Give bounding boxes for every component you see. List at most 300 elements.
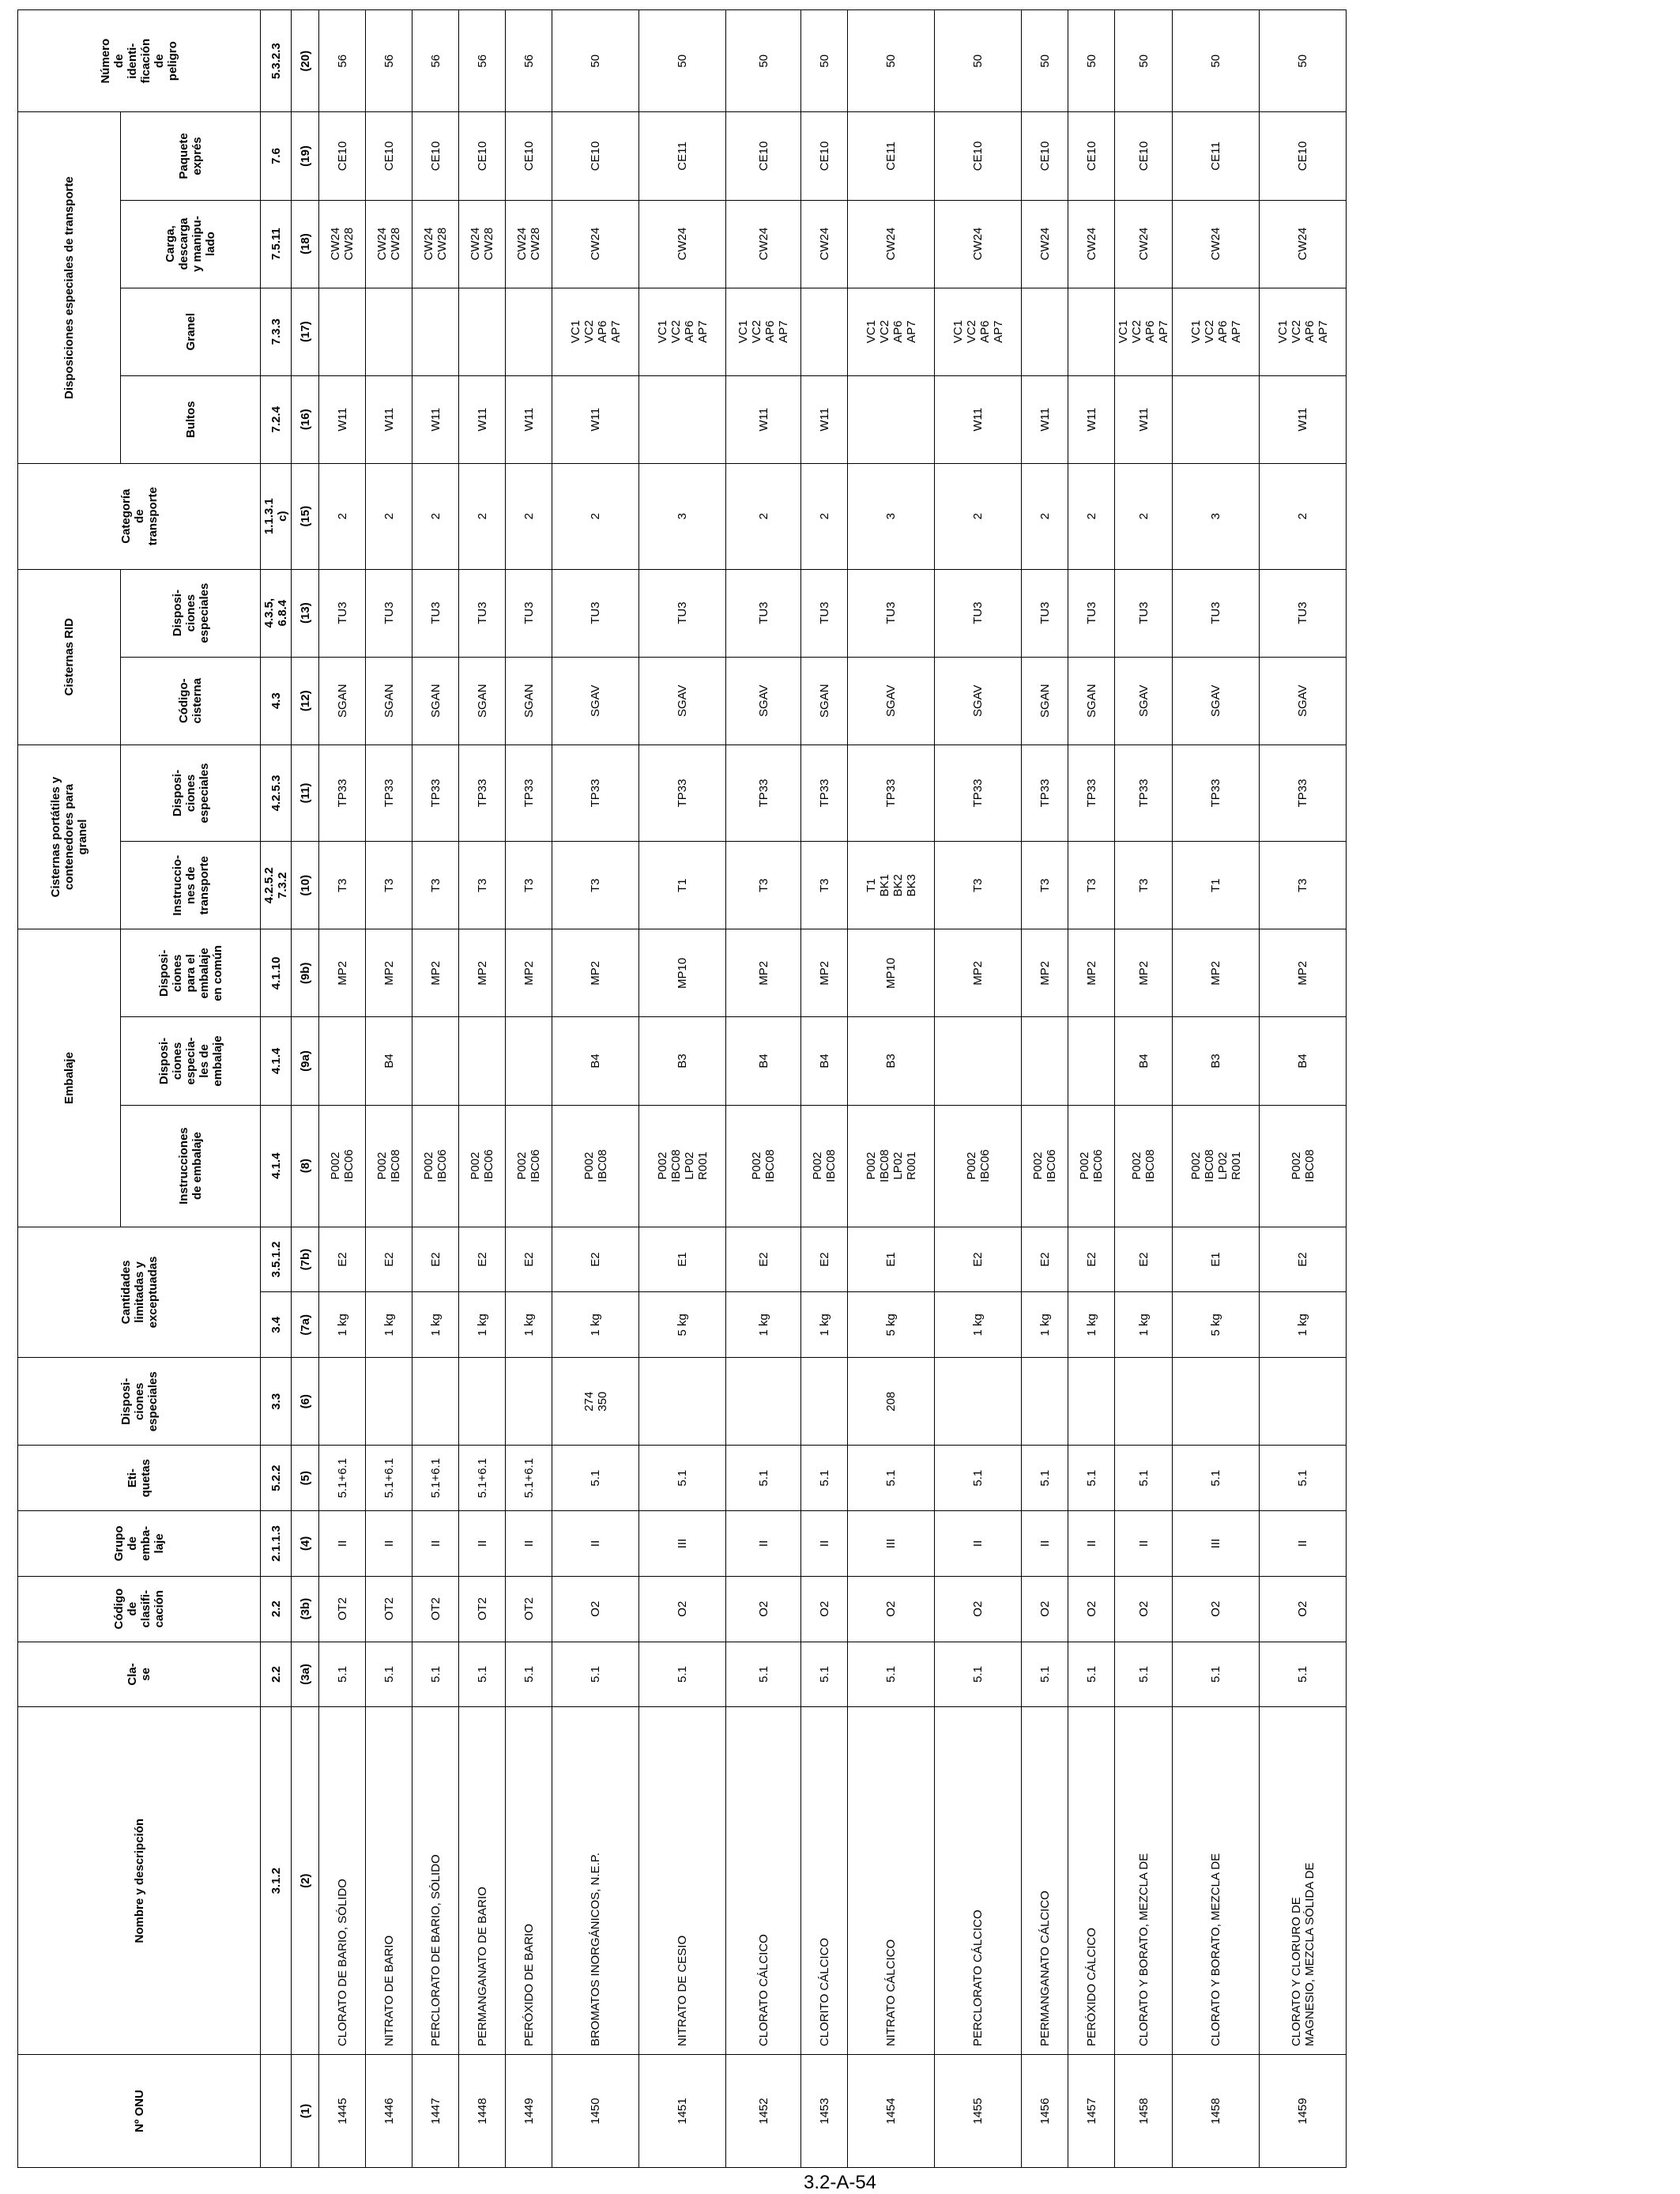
table-cell: 1 kg: [412, 1292, 459, 1358]
table-cell: 1455: [935, 2055, 1022, 2168]
table-cell: II: [1115, 1511, 1173, 1577]
table-cell: VC1 VC2 AP6 AP7: [1173, 288, 1260, 375]
table-cell: 50: [1173, 10, 1260, 112]
table-cell: 5.1: [848, 1446, 935, 1511]
table-cell: 5.1: [1260, 1642, 1347, 1707]
column-number-cell: (9a): [292, 1017, 319, 1105]
table-row: [366, 10, 412, 2168]
table-cell: SGAN: [801, 657, 848, 745]
dangerous-goods-table: [17, 9, 1347, 2168]
table-cell: [848, 375, 935, 463]
table-cell: SGAV: [552, 657, 639, 745]
header-disp-embalaje-comun: Disposi- ciones para el embalaje en común: [121, 929, 261, 1017]
table-cell: E2: [1115, 1227, 1173, 1292]
table-cell: SGAN: [366, 657, 412, 745]
page-number: 3.2-A-54: [803, 2172, 877, 2193]
table-cell: W11: [506, 375, 552, 463]
table-cell: 1 kg: [801, 1292, 848, 1358]
table-cell: TP33: [1260, 745, 1347, 841]
table-cell: CE10: [726, 112, 801, 200]
table-cell: 5.1: [639, 1446, 726, 1511]
table-cell: SGAN: [319, 657, 366, 745]
table-cell: [506, 288, 552, 375]
table-cell: CE11: [1173, 112, 1260, 200]
table-cell: II: [726, 1511, 801, 1577]
table-cell: 5 kg: [639, 1292, 726, 1358]
table-cell: 2: [1260, 463, 1347, 569]
table-cell: MP2: [1022, 929, 1068, 1017]
section-ref-cell: 3.1.2: [261, 1707, 292, 2055]
table-cell: MP2: [1068, 929, 1115, 1017]
table-cell: SGAV: [1260, 657, 1347, 745]
table-cell: 1 kg: [1022, 1292, 1068, 1358]
table-cell: TP33: [801, 745, 848, 841]
header-disp-especiales-cisterna-portatil: Disposi- ciones especiales: [121, 745, 261, 841]
table-cell: P002 IBC08: [801, 1105, 848, 1227]
table-cell: CE10: [506, 112, 552, 200]
section-ref-cell: 4.3.5, 6.8.4: [261, 569, 292, 657]
table-row: [552, 10, 639, 2168]
table-cell: CLORATO Y BORATO, MEZCLA DE: [1115, 1707, 1173, 2055]
table-cell: O2: [639, 1576, 726, 1642]
table-cell: MP2: [506, 929, 552, 1017]
table-cell: CE10: [412, 112, 459, 200]
table-cell: NITRATO CÁLCICO: [848, 1707, 935, 2055]
column-number-cell: (15): [292, 463, 319, 569]
table-cell: TU3: [1115, 569, 1173, 657]
table-cell: P002 IBC06: [506, 1105, 552, 1227]
table-cell: B4: [366, 1017, 412, 1105]
table-cell: 208: [848, 1358, 935, 1446]
table-cell: [935, 1358, 1022, 1446]
column-number-cell: (8): [292, 1105, 319, 1227]
table-cell: 50: [639, 10, 726, 112]
table-cell: CW24: [1068, 200, 1115, 288]
table-cell: [801, 288, 848, 375]
table-cell: 5.1+6.1: [459, 1446, 506, 1511]
table-row: [1022, 10, 1068, 2168]
table-cell: 5 kg: [1173, 1292, 1260, 1358]
table-cell: T1 BK1 BK2 BK3: [848, 842, 935, 929]
table-cell: SGAV: [639, 657, 726, 745]
header-codigo-cisterna: Código- cisterna: [121, 657, 261, 745]
table-cell: T3: [1260, 842, 1347, 929]
table-cell: CW24: [1115, 200, 1173, 288]
table-cell: CW24 CW28: [366, 200, 412, 288]
table-cell: W11: [552, 375, 639, 463]
table-cell: II: [1068, 1511, 1115, 1577]
column-number-cell: (12): [292, 657, 319, 745]
table-cell: T3: [726, 842, 801, 929]
table-cell: SGAV: [1173, 657, 1260, 745]
table-cell: 1458: [1115, 2055, 1173, 2168]
table-cell: II: [552, 1511, 639, 1577]
table-cell: W11: [459, 375, 506, 463]
column-number-cell: (20): [292, 10, 319, 112]
table-cell: B3: [848, 1017, 935, 1105]
table-cell: II: [801, 1511, 848, 1577]
table-cell: CE10: [366, 112, 412, 200]
section-ref-cell: 4.1.10: [261, 929, 292, 1017]
table-cell: 1453: [801, 2055, 848, 2168]
table-cell: 1451: [639, 2055, 726, 2168]
table-cell: CW24: [935, 200, 1022, 288]
column-number-cell: (2): [292, 1707, 319, 2055]
table-cell: P002 IBC06: [1022, 1105, 1068, 1227]
table-cell: T3: [935, 842, 1022, 929]
table-cell: 1 kg: [1260, 1292, 1347, 1358]
table-cell: W11: [366, 375, 412, 463]
table-cell: TU3: [319, 569, 366, 657]
table-cell: 1450: [552, 2055, 639, 2168]
table-cell: SGAN: [1068, 657, 1115, 745]
table-cell: P002 IBC08 LP02 R001: [639, 1105, 726, 1227]
section-ref-cell: 4.2.5.3: [261, 745, 292, 841]
table-cell: T3: [801, 842, 848, 929]
table-cell: MP2: [1260, 929, 1347, 1017]
table-cell: [1022, 288, 1068, 375]
table-cell: 5.1: [552, 1642, 639, 1707]
table-cell: O2: [1068, 1576, 1115, 1642]
table-cell: 3: [639, 463, 726, 569]
table-cell: II: [1260, 1511, 1347, 1577]
table-cell: TP33: [935, 745, 1022, 841]
table-cell: 3: [848, 463, 935, 569]
table-cell: CLORATO Y CLORURO DE MAGNESIO, MEZCLA SÓLIDA DE: [1260, 1707, 1347, 2055]
table-cell: MP2: [801, 929, 848, 1017]
table-cell: TP33: [1022, 745, 1068, 841]
table-cell: VC1 VC2 AP6 AP7: [848, 288, 935, 375]
table-cell: [1068, 1358, 1115, 1446]
table-cell: 50: [1068, 10, 1115, 112]
table-cell: [412, 288, 459, 375]
table-cell: NITRATO DE BARIO: [366, 1707, 412, 2055]
table-cell: 2: [1022, 463, 1068, 569]
table-row: [506, 10, 552, 2168]
table-cell: 1 kg: [1115, 1292, 1173, 1358]
section-ref-cell: 4.3: [261, 657, 292, 745]
section-ref-cell: 7.3.3: [261, 288, 292, 375]
table-cell: 1447: [412, 2055, 459, 2168]
header-disposiciones-transporte: Disposiciones especiales de transporte: [18, 112, 121, 463]
table-cell: 5.1: [506, 1642, 552, 1707]
table-cell: P002 IBC08: [726, 1105, 801, 1227]
table-cell: W11: [726, 375, 801, 463]
table-cell: P002 IBC06: [935, 1105, 1022, 1227]
table-cell: [459, 1358, 506, 1446]
table-cell: CE11: [848, 112, 935, 200]
table-cell: [1260, 1358, 1347, 1446]
section-ref-cell: 4.1.4: [261, 1017, 292, 1105]
table-row: [848, 10, 935, 2168]
table-cell: TP33: [366, 745, 412, 841]
table-cell: T3: [506, 842, 552, 929]
table-cell: 50: [552, 10, 639, 112]
table-cell: SGAN: [459, 657, 506, 745]
table-cell: [459, 288, 506, 375]
table-cell: PERMANGANATO CÁLCICO: [1022, 1707, 1068, 2055]
table-cell: TU3: [935, 569, 1022, 657]
table-cell: B4: [1260, 1017, 1347, 1105]
table-cell: CW24 CW28: [412, 200, 459, 288]
table-cell: 1449: [506, 2055, 552, 2168]
table-cell: E2: [459, 1227, 506, 1292]
table-cell: 5.1: [1068, 1642, 1115, 1707]
table-cell: P002 IBC08 LP02 R001: [848, 1105, 935, 1227]
table-cell: CLORITO CÁLCICO: [801, 1707, 848, 2055]
table-cell: 1452: [726, 2055, 801, 2168]
table-cell: TP33: [412, 745, 459, 841]
table-cell: CE10: [319, 112, 366, 200]
section-ref-cell: 3.3: [261, 1358, 292, 1446]
table-cell: O2: [801, 1576, 848, 1642]
table-cell: [639, 375, 726, 463]
table-cell: 5.1: [366, 1642, 412, 1707]
table-row: [319, 10, 366, 2168]
table-row: [639, 10, 726, 2168]
table-cell: 5.1: [801, 1446, 848, 1511]
table-cell: PERÓXIDO DE BARIO: [506, 1707, 552, 2055]
table-cell: E2: [319, 1227, 366, 1292]
table-cell: 1454: [848, 2055, 935, 2168]
table-cell: 50: [1260, 10, 1347, 112]
table-cell: W11: [412, 375, 459, 463]
table-cell: 5.1: [935, 1642, 1022, 1707]
table-cell: 1 kg: [366, 1292, 412, 1358]
table-cell: 5.1: [726, 1642, 801, 1707]
table-cell: SGAN: [506, 657, 552, 745]
table-cell: 50: [848, 10, 935, 112]
table-cell: MP2: [1115, 929, 1173, 1017]
table-cell: W11: [935, 375, 1022, 463]
section-ref-cell: 7.6: [261, 112, 292, 200]
table-cell: SGAN: [1022, 657, 1068, 745]
table-cell: CW24 CW28: [506, 200, 552, 288]
table-cell: 1 kg: [552, 1292, 639, 1358]
section-ref-cell: 3.5.1.2: [261, 1227, 292, 1292]
table-cell: B3: [1173, 1017, 1260, 1105]
table-cell: 5.1: [801, 1642, 848, 1707]
table-cell: TP33: [1173, 745, 1260, 841]
table-cell: 5.1+6.1: [506, 1446, 552, 1511]
table-cell: 2: [366, 463, 412, 569]
table-cell: B4: [726, 1017, 801, 1105]
table-cell: W11: [319, 375, 366, 463]
table-cell: III: [639, 1511, 726, 1577]
table-cell: NITRATO DE CESIO: [639, 1707, 726, 2055]
table-cell: P002 IBC06: [459, 1105, 506, 1227]
table-cell: [412, 1017, 459, 1105]
table-row: [1173, 10, 1260, 2168]
table-cell: OT2: [506, 1576, 552, 1642]
table-cell: OT2: [459, 1576, 506, 1642]
table-cell: SGAN: [412, 657, 459, 745]
table-cell: 1 kg: [935, 1292, 1022, 1358]
table-cell: III: [1173, 1511, 1260, 1577]
table-cell: VC1 VC2 AP6 AP7: [639, 288, 726, 375]
table-cell: 1445: [319, 2055, 366, 2168]
table-cell: P002 IBC08 LP02 R001: [1173, 1105, 1260, 1227]
table-cell: P002 IBC08: [366, 1105, 412, 1227]
table-cell: [366, 288, 412, 375]
table-cell: [801, 1358, 848, 1446]
column-number-row: [292, 10, 319, 2168]
table-cell: 1458: [1173, 2055, 1260, 2168]
table-cell: [1068, 1017, 1115, 1105]
table-cell: CE11: [639, 112, 726, 200]
section-ref-cell: 2.2: [261, 1642, 292, 1707]
table-cell: PERMANGANATO DE BARIO: [459, 1707, 506, 2055]
section-ref-cell: 5.3.2.3: [261, 10, 292, 112]
section-ref-cell: [261, 2055, 292, 2168]
table-cell: W11: [1022, 375, 1068, 463]
table-cell: 1 kg: [459, 1292, 506, 1358]
table-cell: CW24: [552, 200, 639, 288]
table-row: [935, 10, 1022, 2168]
table-cell: 1 kg: [726, 1292, 801, 1358]
table-cell: TU3: [412, 569, 459, 657]
table-cell: 56: [366, 10, 412, 112]
table-cell: 50: [1022, 10, 1068, 112]
table-cell: [319, 1358, 366, 1446]
table-cell: CW24: [1260, 200, 1347, 288]
table-cell: MP2: [412, 929, 459, 1017]
table-cell: E1: [1173, 1227, 1260, 1292]
table-cell: TP33: [506, 745, 552, 841]
table-cell: [506, 1358, 552, 1446]
table-cell: E2: [412, 1227, 459, 1292]
table-cell: 5.1: [726, 1446, 801, 1511]
table-cell: TU3: [848, 569, 935, 657]
header-carga-descarga: Carga, descarga y manipu- lado: [121, 200, 261, 288]
table-cell: MP2: [726, 929, 801, 1017]
header-bultos: Bultos: [121, 375, 261, 463]
table-cell: 1459: [1260, 2055, 1347, 2168]
section-ref-cell: 1.1.3.1 c): [261, 463, 292, 569]
column-number-cell: (3b): [292, 1576, 319, 1642]
table-cell: E2: [366, 1227, 412, 1292]
column-number-cell: (9b): [292, 929, 319, 1017]
table-cell: CW24: [1173, 200, 1260, 288]
table-cell: [459, 1017, 506, 1105]
table-cell: VC1 VC2 AP6 AP7: [552, 288, 639, 375]
table-cell: CE10: [459, 112, 506, 200]
column-number-cell: (7a): [292, 1292, 319, 1358]
table-cell: 1446: [366, 2055, 412, 2168]
table-cell: [319, 1017, 366, 1105]
table-cell: TP33: [1068, 745, 1115, 841]
table-cell: TP33: [848, 745, 935, 841]
table-cell: O2: [1115, 1576, 1173, 1642]
table-cell: T3: [412, 842, 459, 929]
table-cell: [1115, 1358, 1173, 1446]
table-cell: PERÓXIDO CÁLCICO: [1068, 1707, 1115, 2055]
table-cell: CW24: [1022, 200, 1068, 288]
table-cell: T3: [1115, 842, 1173, 929]
table-cell: W11: [1068, 375, 1115, 463]
table-row: [1115, 10, 1173, 2168]
table-cell: 2: [459, 463, 506, 569]
table-cell: OT2: [412, 1576, 459, 1642]
table-cell: [1022, 1358, 1068, 1446]
header-numero-peligro: Número de identi- ficación de peligro: [18, 10, 261, 112]
table-cell: B4: [1115, 1017, 1173, 1105]
table-cell: P002 IBC08: [552, 1105, 639, 1227]
column-number-cell: (1): [292, 2055, 319, 2168]
section-ref-cell: 5.2.2: [261, 1446, 292, 1511]
header-cantidades: Cantidades limitadas y exceptuadas: [18, 1227, 261, 1358]
table-cell: CE10: [552, 112, 639, 200]
table-cell: W11: [1115, 375, 1173, 463]
section-ref-cell: 4.2.5.2 7.3.2: [261, 842, 292, 929]
table-cell: E2: [1022, 1227, 1068, 1292]
table-cell: MP10: [848, 929, 935, 1017]
table-cell: 5.1+6.1: [366, 1446, 412, 1511]
table-cell: MP2: [366, 929, 412, 1017]
table-cell: CE10: [935, 112, 1022, 200]
table-body: [319, 10, 1347, 2168]
table-cell: [726, 1358, 801, 1446]
table-cell: 274 350: [552, 1358, 639, 1446]
table-row: [1260, 10, 1347, 2168]
table-cell: CE10: [1068, 112, 1115, 200]
table-cell: P002 IBC08: [1260, 1105, 1347, 1227]
table-cell: E2: [935, 1227, 1022, 1292]
table-cell: W11: [1260, 375, 1347, 463]
table-cell: [366, 1358, 412, 1446]
table-cell: TU3: [639, 569, 726, 657]
table-cell: 50: [801, 10, 848, 112]
table-cell: CE10: [801, 112, 848, 200]
table-cell: II: [319, 1511, 366, 1577]
table-row: [459, 10, 506, 2168]
table-cell: CE10: [1022, 112, 1068, 200]
table-cell: O2: [1260, 1576, 1347, 1642]
table-cell: VC1 VC2 AP6 AP7: [935, 288, 1022, 375]
header-granel: Granel: [121, 288, 261, 375]
table-cell: 5.1+6.1: [412, 1446, 459, 1511]
table-cell: 5.1: [1022, 1642, 1068, 1707]
column-number-cell: (18): [292, 200, 319, 288]
header-grupo-embalaje: Grupo de emba- laje: [18, 1511, 261, 1577]
table-cell: TU3: [726, 569, 801, 657]
section-ref-cell: 2.2: [261, 1576, 292, 1642]
table-cell: TU3: [1022, 569, 1068, 657]
table-cell: OT2: [366, 1576, 412, 1642]
table-cell: TU3: [801, 569, 848, 657]
table-cell: TU3: [1173, 569, 1260, 657]
table-cell: 1456: [1022, 2055, 1068, 2168]
table-cell: MP2: [1173, 929, 1260, 1017]
table-cell: 50: [726, 10, 801, 112]
table-cell: T3: [319, 842, 366, 929]
table-cell: O2: [552, 1576, 639, 1642]
table-cell: 50: [935, 10, 1022, 112]
table-cell: E1: [639, 1227, 726, 1292]
table-cell: 56: [412, 10, 459, 112]
table-cell: CW24: [726, 200, 801, 288]
table-cell: E1: [848, 1227, 935, 1292]
header-disp-especiales-rid: Disposi- ciones especiales: [121, 569, 261, 657]
header-clase: Cla- se: [18, 1642, 261, 1707]
table-cell: 5.1: [1068, 1446, 1115, 1511]
table-cell: TU3: [1068, 569, 1115, 657]
table-cell: TU3: [506, 569, 552, 657]
table-cell: CE10: [1115, 112, 1173, 200]
section-ref-cell: 7.2.4: [261, 375, 292, 463]
header-disp-especiales-embalaje: Disposi- ciones especia- les de embalaje: [121, 1017, 261, 1105]
table-cell: 5.1: [459, 1642, 506, 1707]
